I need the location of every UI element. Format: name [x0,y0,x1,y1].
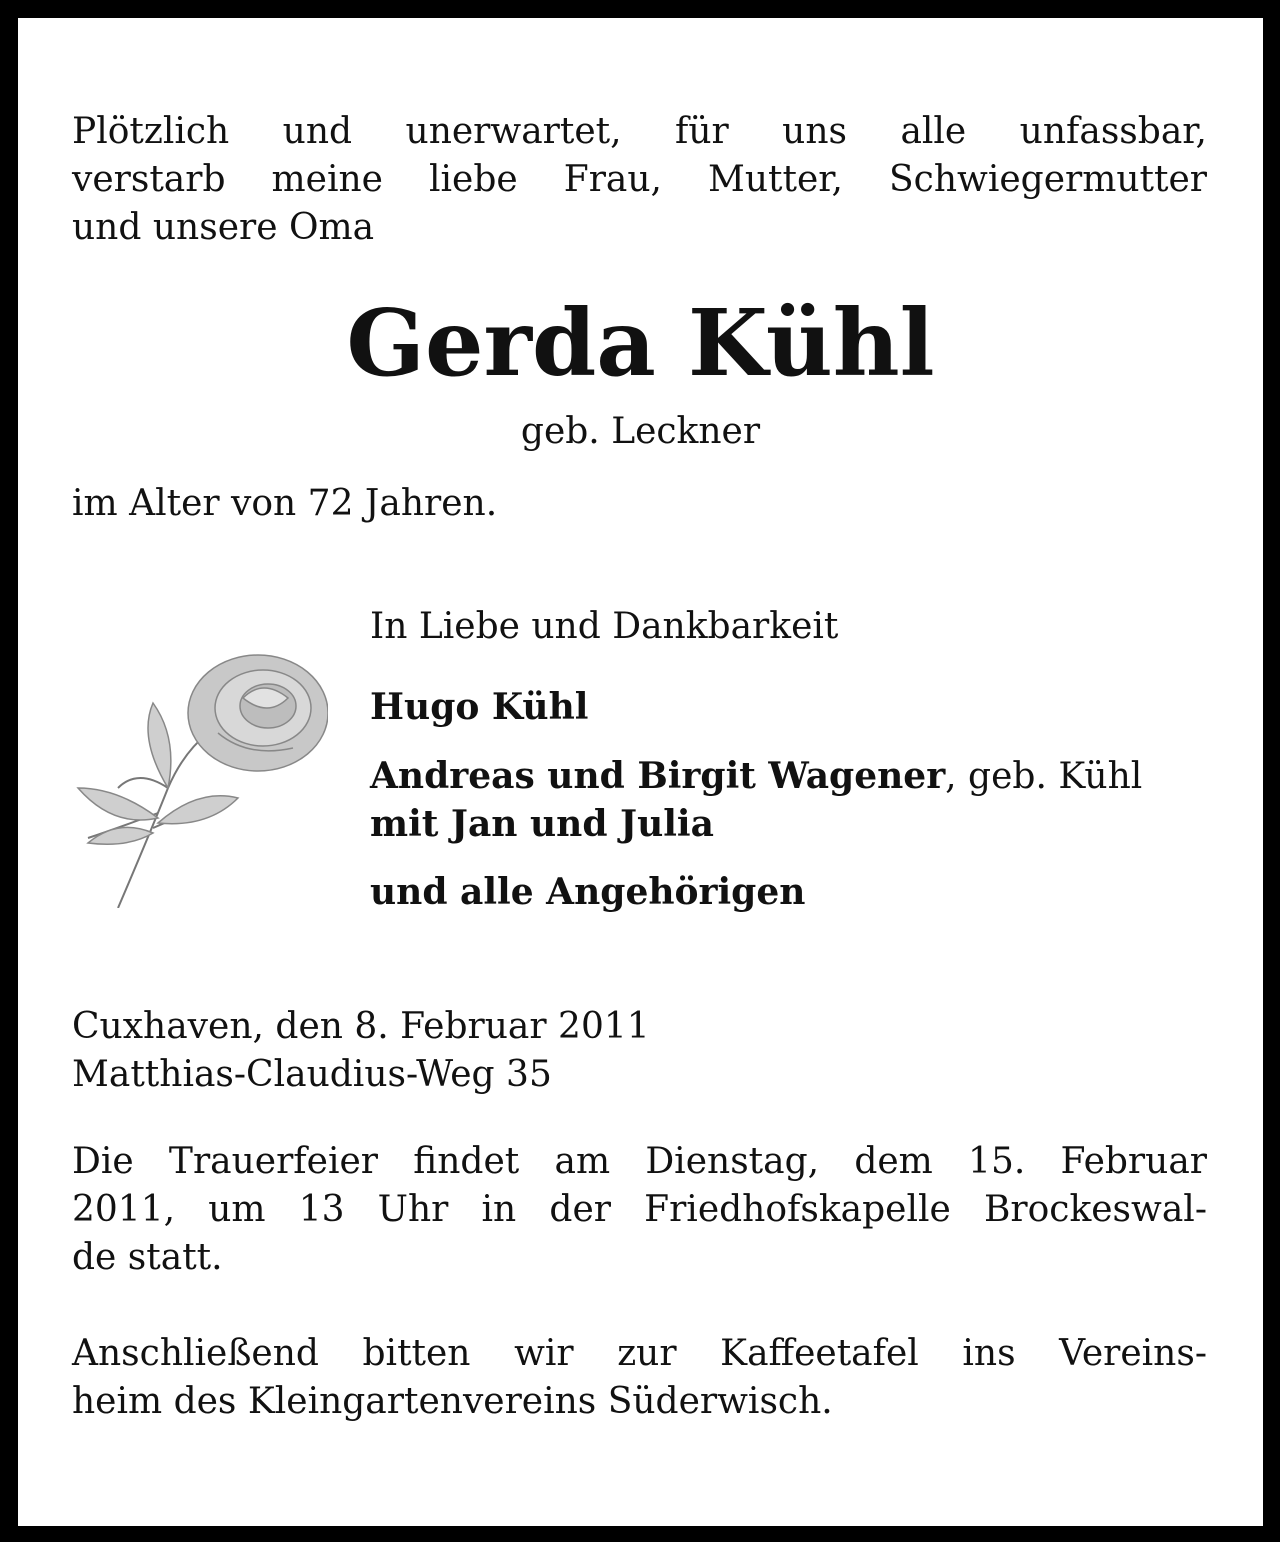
ceremony-line: de statt. [72,1237,223,1278]
maiden-name: geb. Leckner [520,411,761,452]
family-line [370,868,1210,917]
family-name: mit Jan und Julia [370,803,714,845]
rose-icon [58,638,328,908]
family-line [370,752,1210,801]
family-name: Hugo Kühl [370,686,589,728]
coffee-line: Anschließend bitten wir zur Kaffeetafel ins Vereins- [72,1333,1207,1374]
intro-line: Plötzlich und unerwartet, für uns alle unfassbar, [72,111,1207,152]
obituary-notice [18,18,1263,1526]
place-line: Cuxhaven, den 8. Februar 2011 [72,1006,650,1047]
ceremony-line: Die Trauerfeier findet am Dienstag, dem 15. Februar [72,1141,1207,1182]
family-name: und alle Angehörigen [370,871,806,913]
ceremony-line: 2011, um 13 Uhr in der Friedhofskapelle Brockeswal- [72,1189,1207,1230]
deceased-name: Gerda Kühl [346,289,935,397]
family-line [370,800,1210,849]
coffee-line: heim des Kleingartenvereins Süderwisch. [72,1381,833,1422]
coffee-text [72,1330,1207,1426]
intro-line: und unsere Oma [72,207,375,248]
family-line [370,683,1210,732]
address-line: Matthias-Claudius-Weg 35 [72,1054,552,1095]
ceremony-text [72,1138,1207,1282]
intro-line: verstarb meine liebe Frau, Mutter, Schwiegermutter [72,159,1207,200]
family-note: , geb. Kühl [945,756,1143,797]
thanks-text: In Liebe und Dankbarkeit [370,606,839,647]
family-name: Andreas und Birgit Wagener [370,755,946,797]
age-text: im Alter von 72 Jahren. [72,483,498,524]
intro-text [72,108,1207,252]
place-date [72,1003,972,1099]
